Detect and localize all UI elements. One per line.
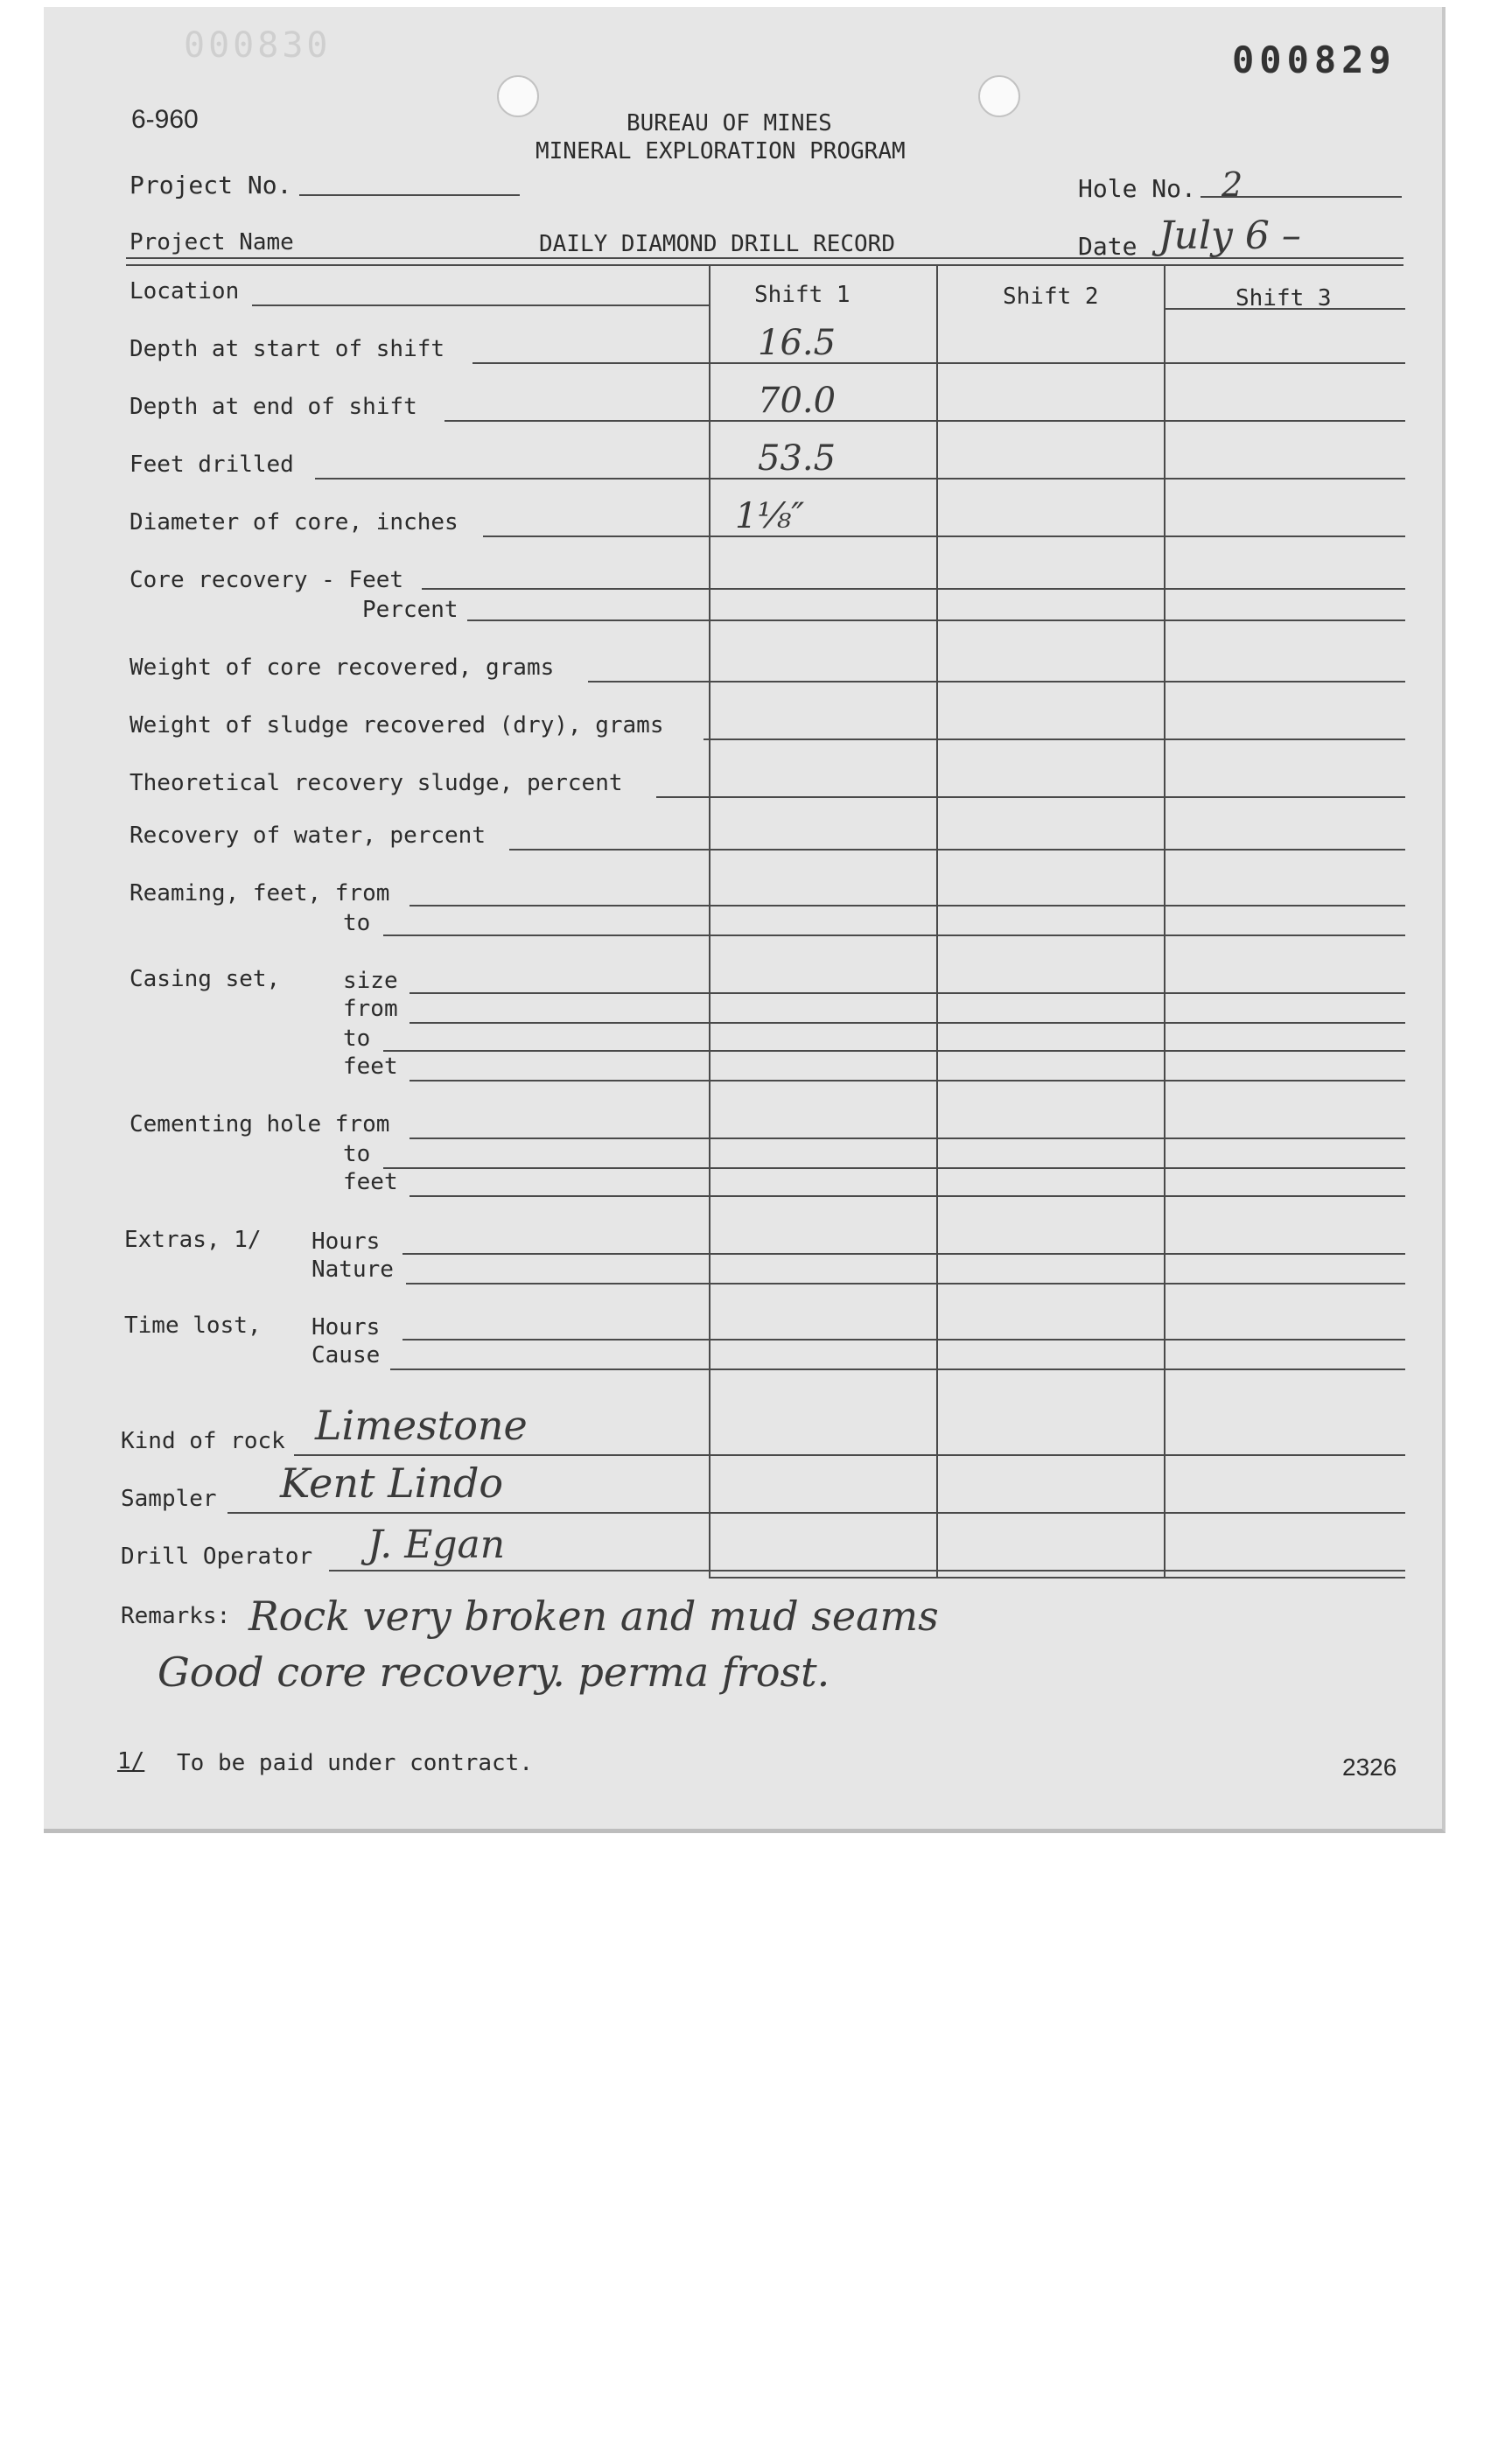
column-header-shift-2: Shift 2 — [1003, 284, 1099, 310]
remarks-label: Remarks: — [121, 1603, 231, 1629]
row-label-reaming-from: Reaming, feet, from — [130, 880, 390, 906]
row-label-feet-drilled: Feet drilled — [130, 452, 294, 478]
row-line-core-weight — [588, 681, 1405, 682]
row-label-casing-feet: feet — [343, 1054, 398, 1080]
row-line-casing-to — [383, 1050, 1405, 1052]
row-label-sludge-weight: Weight of sludge recovered (dry), grams — [130, 712, 664, 738]
row-label-depth-start: Depth at start of shift — [130, 336, 445, 362]
row-label-extras: Extras, 1/ — [124, 1227, 262, 1253]
row-line-sampler — [228, 1512, 1405, 1514]
row-label-reaming-to: to — [343, 910, 371, 936]
table-bottom-rule — [709, 1577, 1405, 1578]
row-line-casing-size — [410, 992, 1405, 994]
row-label-casing-from: from — [343, 996, 398, 1022]
project-no-field — [299, 194, 520, 196]
shift2-right-border — [1164, 264, 1166, 1577]
shift1-feet-drilled: 53.5 — [758, 438, 836, 479]
punch-hole-right — [978, 75, 1020, 117]
hole-no-value: 2 — [1222, 165, 1243, 204]
row-line-depth-start — [472, 362, 1405, 364]
row-label-casing-to: to — [343, 1026, 371, 1052]
row-label-cementing-feet: feet — [343, 1169, 398, 1195]
remarks-line-1: Rock very broken and mud seams — [248, 1592, 939, 1640]
shift1-right-border — [936, 264, 938, 1577]
row-line-extras-hours — [402, 1253, 1405, 1255]
row-line-kind-of-rock — [294, 1454, 1405, 1456]
row-label-depth-end: Depth at end of shift — [130, 394, 417, 420]
row-line-core-recovery — [422, 588, 1405, 590]
drill-operator-value: J. Egan — [368, 1522, 506, 1567]
project-no-label: Project No. — [130, 171, 292, 200]
page-code: 2326 — [1342, 1754, 1397, 1781]
column-header-shift-1: Shift 1 — [754, 282, 850, 308]
row-label-time-lost-hours: Hours — [312, 1314, 381, 1340]
row-line-water-recovery — [509, 849, 1405, 850]
sampler-value: Kent Lindo — [280, 1460, 504, 1507]
row-line-location — [252, 304, 709, 306]
row-line-casing-feet — [410, 1080, 1405, 1082]
row-line-extras-nature — [406, 1283, 1405, 1284]
faded-document-number: 000830 — [184, 25, 332, 66]
remarks-line-2: Good core recovery. perma frost. — [158, 1648, 830, 1696]
row-label-core-recovery: Core recovery - Feet — [130, 567, 404, 593]
date-label: Date — [1078, 232, 1138, 261]
column-header-shift-3: Shift 3 — [1236, 285, 1332, 312]
shift1-left-border — [709, 264, 710, 1577]
row-line-cementing-from — [410, 1138, 1405, 1139]
row-line-core-recovery-percent — [467, 620, 1405, 621]
row-label-core-weight: Weight of core recovered, grams — [130, 654, 555, 681]
row-line-cementing-feet — [410, 1195, 1405, 1197]
shift1-depth-start: 16.5 — [758, 323, 836, 363]
drill-record-sheet — [44, 7, 1446, 1833]
row-line-location-shift3 — [1164, 308, 1405, 310]
document-number: 000829 — [1232, 38, 1396, 81]
row-label-kind-of-rock: Kind of rock — [121, 1428, 285, 1454]
row-label-core-diameter: Diameter of core, inches — [130, 509, 458, 536]
row-label-water-recovery: Recovery of water, percent — [130, 822, 486, 849]
row-line-core-diameter — [483, 536, 1405, 537]
date-value: July 6 – — [1158, 214, 1301, 258]
row-label-cementing-from: Cementing hole from — [130, 1111, 390, 1138]
row-label-time-lost: Time lost, — [124, 1312, 262, 1339]
program-name: MINERAL EXPLORATION PROGRAM — [536, 138, 906, 164]
agency-name: BUREAU OF MINES — [626, 110, 832, 136]
row-label-location: Location — [130, 278, 240, 304]
row-label-casing-size: size — [343, 968, 398, 994]
header-rule-upper — [126, 257, 1404, 259]
row-line-sludge-weight — [704, 738, 1405, 740]
row-label-core-recovery-percent: Percent — [362, 597, 458, 623]
row-label-sampler: Sampler — [121, 1486, 217, 1512]
row-label-casing: Casing set, — [130, 966, 281, 992]
shift1-core-diameter: 1⅛″ — [735, 496, 805, 536]
kind-of-rock-value: Limestone — [315, 1402, 528, 1449]
row-line-time-lost-cause — [390, 1368, 1405, 1370]
footnote-mark: 1/ — [117, 1748, 145, 1774]
row-label-cementing-to: to — [343, 1141, 371, 1167]
project-name-label: Project Name — [130, 229, 294, 256]
row-line-casing-from — [410, 1022, 1405, 1024]
row-line-time-lost-hours — [402, 1339, 1405, 1340]
hole-no-label: Hole No. — [1078, 174, 1196, 203]
punch-hole-left — [497, 75, 539, 117]
footnote-text: To be paid under contract. — [177, 1750, 533, 1776]
row-line-drill-operator — [329, 1570, 1405, 1572]
row-label-extras-hours: Hours — [312, 1228, 381, 1255]
row-label-extras-nature: Nature — [312, 1256, 394, 1283]
form-number: 6-960 — [131, 105, 199, 134]
row-line-theoretical-sludge — [656, 796, 1405, 798]
row-line-reaming-to — [383, 934, 1405, 936]
row-line-feet-drilled — [315, 478, 1405, 480]
row-line-depth-end — [444, 420, 1405, 422]
row-label-theoretical-sludge: Theoretical recovery sludge, percent — [130, 770, 623, 796]
form-title: DAILY DIAMOND DRILL RECORD — [539, 231, 895, 257]
header-rule-lower — [126, 264, 1404, 266]
row-line-cementing-to — [383, 1167, 1405, 1169]
row-line-reaming-from — [410, 905, 1405, 906]
row-label-drill-operator: Drill Operator — [121, 1544, 313, 1570]
row-label-time-lost-cause: Cause — [312, 1342, 381, 1368]
shift1-depth-end: 70.0 — [758, 381, 836, 421]
